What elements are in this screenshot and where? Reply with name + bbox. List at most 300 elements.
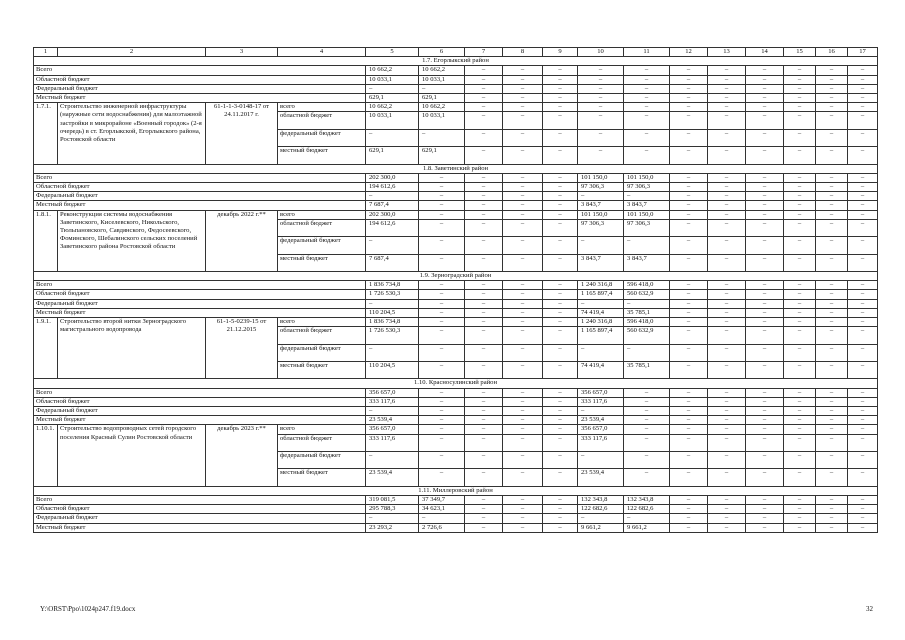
cell-col-11: 596 418,0 — [624, 281, 670, 290]
cell-col-15: – — [784, 94, 816, 103]
cell-col-9: – — [543, 290, 578, 299]
cell-col-17: – — [848, 112, 878, 129]
cell-col-7: – — [465, 434, 503, 451]
cell-col-9: – — [543, 514, 578, 523]
cell-col-11: 560 632,9 — [624, 290, 670, 299]
cell-col-11: – — [624, 434, 670, 451]
cell-col-16: – — [816, 388, 848, 397]
cell-col-17: – — [848, 434, 878, 451]
header-cell: 12 — [670, 48, 708, 57]
cell-col-17: – — [848, 103, 878, 112]
cell-col-10: – — [578, 344, 624, 361]
cell-col-11: 101 150,0 — [624, 210, 670, 219]
cell-col-14: – — [746, 281, 784, 290]
item-number: 1.8.1. — [34, 210, 58, 271]
cell-col-9: – — [543, 94, 578, 103]
cell-col-16: – — [816, 237, 848, 254]
cell-col-13: – — [708, 237, 746, 254]
cell-col-7: – — [465, 75, 503, 84]
cell-col-7: – — [465, 103, 503, 112]
cell-col-10: 101 150,0 — [578, 210, 624, 219]
total-row — [34, 514, 878, 523]
cell-col-5: 23 539,4 — [366, 416, 419, 425]
cell-col-9: – — [543, 361, 578, 378]
cell-col-11: 97 306,3 — [624, 219, 670, 236]
cell-col-9: – — [543, 425, 578, 434]
cell-col-7: – — [465, 416, 503, 425]
cell-col-7: – — [465, 406, 503, 415]
cell-col-9: – — [543, 192, 578, 201]
cell-col-5: – — [366, 192, 419, 201]
cell-col-12: – — [670, 66, 708, 75]
cell-col-15: – — [784, 210, 816, 219]
cell-col-10: – — [578, 84, 624, 93]
cell-col-9: – — [543, 219, 578, 236]
cell-col-7: – — [465, 183, 503, 192]
cell-col-14: – — [746, 406, 784, 415]
item-code: 61-1-5-0239-15 от 21.12.2015 — [206, 318, 278, 379]
cell-col-7: – — [465, 318, 503, 327]
cell-col-13: – — [708, 425, 746, 434]
cell-col-9: – — [543, 112, 578, 129]
cell-col-8: – — [503, 173, 543, 182]
cell-col-8: – — [503, 327, 543, 344]
cell-col-6: – — [419, 344, 465, 361]
cell-col-17: – — [848, 416, 878, 425]
cell-col-6: – — [419, 129, 465, 146]
item-funding-label: всего — [278, 425, 366, 434]
cell-col-8: – — [503, 192, 543, 201]
total-label: Федеральный бюджет — [34, 299, 366, 308]
cell-col-15: – — [784, 425, 816, 434]
cell-col-17: – — [848, 327, 878, 344]
cell-col-17: – — [848, 344, 878, 361]
cell-col-13: – — [708, 94, 746, 103]
cell-col-9: – — [543, 281, 578, 290]
cell-col-13: – — [708, 469, 746, 486]
cell-col-10: 101 150,0 — [578, 173, 624, 182]
section-title: 1.9. Зерноградский район — [34, 271, 878, 280]
cell-col-5: 202 300,0 — [366, 173, 419, 182]
cell-col-6: – — [419, 201, 465, 210]
total-row — [34, 201, 878, 210]
total-label: Федеральный бюджет — [34, 84, 366, 93]
total-label: Всего — [34, 173, 366, 182]
cell-col-10: 74 419,4 — [578, 308, 624, 317]
section-title: 1.10. Красносулинский район — [34, 379, 878, 388]
cell-col-8: – — [503, 361, 543, 378]
cell-col-5: 194 612,6 — [366, 219, 419, 236]
cell-col-14: – — [746, 254, 784, 271]
cell-col-11: 560 632,9 — [624, 327, 670, 344]
item-row — [34, 318, 878, 327]
cell-col-17: – — [848, 147, 878, 164]
cell-col-10: 9 661,2 — [578, 523, 624, 532]
cell-col-15: – — [784, 469, 816, 486]
total-label: Всего — [34, 388, 366, 397]
cell-col-17: – — [848, 219, 878, 236]
cell-col-8: – — [503, 66, 543, 75]
cell-col-11: – — [624, 66, 670, 75]
total-row — [34, 495, 878, 504]
total-row — [34, 281, 878, 290]
cell-col-8: – — [503, 219, 543, 236]
cell-col-14: – — [746, 192, 784, 201]
cell-col-6: – — [419, 318, 465, 327]
cell-col-16: – — [816, 129, 848, 146]
cell-col-12: – — [670, 308, 708, 317]
cell-col-6: – — [419, 192, 465, 201]
cell-col-12: – — [670, 388, 708, 397]
cell-col-5: 23 293,2 — [366, 523, 419, 532]
cell-col-11: – — [624, 397, 670, 406]
cell-col-7: – — [465, 523, 503, 532]
cell-col-16: – — [816, 406, 848, 415]
cell-col-5: – — [366, 237, 419, 254]
cell-col-8: – — [503, 344, 543, 361]
cell-col-8: – — [503, 397, 543, 406]
cell-col-14: – — [746, 361, 784, 378]
cell-col-7: – — [465, 84, 503, 93]
cell-col-12: – — [670, 523, 708, 532]
cell-col-16: – — [816, 192, 848, 201]
cell-col-17: – — [848, 94, 878, 103]
cell-col-12: – — [670, 237, 708, 254]
cell-col-16: – — [816, 66, 848, 75]
cell-col-6: 629,1 — [419, 94, 465, 103]
cell-col-13: – — [708, 254, 746, 271]
total-label: Федеральный бюджет — [34, 192, 366, 201]
cell-col-15: – — [784, 237, 816, 254]
cell-col-15: – — [784, 451, 816, 468]
item-code: 61-1-1-3-0148-17 от 24.11.2017 г. — [206, 103, 278, 164]
cell-col-15: – — [784, 281, 816, 290]
cell-col-17: – — [848, 75, 878, 84]
cell-col-15: – — [784, 147, 816, 164]
cell-col-10: 1 240 316,8 — [578, 318, 624, 327]
cell-col-5: 629,1 — [366, 94, 419, 103]
cell-col-12: – — [670, 201, 708, 210]
cell-col-15: – — [784, 344, 816, 361]
cell-col-12: – — [670, 147, 708, 164]
cell-col-17: – — [848, 201, 878, 210]
cell-col-14: – — [746, 388, 784, 397]
cell-col-16: – — [816, 201, 848, 210]
total-label: Всего — [34, 281, 366, 290]
section-title-row — [34, 57, 878, 66]
cell-col-6: – — [419, 219, 465, 236]
budget-table — [33, 47, 878, 533]
cell-col-11: 3 843,7 — [624, 201, 670, 210]
cell-col-6: – — [419, 290, 465, 299]
cell-col-10: 122 682,6 — [578, 505, 624, 514]
total-label: Местный бюджет — [34, 416, 366, 425]
cell-col-12: – — [670, 129, 708, 146]
cell-col-13: – — [708, 406, 746, 415]
cell-col-14: – — [746, 112, 784, 129]
cell-col-6: – — [419, 254, 465, 271]
cell-col-13: – — [708, 416, 746, 425]
cell-col-7: – — [465, 281, 503, 290]
header-cell: 16 — [816, 48, 848, 57]
cell-col-9: – — [543, 495, 578, 504]
cell-col-12: – — [670, 344, 708, 361]
cell-col-7: – — [465, 495, 503, 504]
cell-col-8: – — [503, 112, 543, 129]
cell-col-12: – — [670, 103, 708, 112]
cell-col-5: 295 788,3 — [366, 505, 419, 514]
cell-col-17: – — [848, 66, 878, 75]
cell-col-5: 629,1 — [366, 147, 419, 164]
cell-col-10: 333 117,6 — [578, 397, 624, 406]
cell-col-6: 34 623,1 — [419, 505, 465, 514]
cell-col-13: – — [708, 299, 746, 308]
cell-col-16: – — [816, 327, 848, 344]
cell-col-11: 132 343,8 — [624, 495, 670, 504]
cell-col-16: – — [816, 290, 848, 299]
cell-col-13: – — [708, 434, 746, 451]
cell-col-6: – — [419, 281, 465, 290]
cell-col-16: – — [816, 147, 848, 164]
cell-col-8: – — [503, 318, 543, 327]
cell-col-15: – — [784, 173, 816, 182]
cell-col-9: – — [543, 416, 578, 425]
cell-col-11: – — [624, 416, 670, 425]
cell-col-13: – — [708, 103, 746, 112]
cell-col-12: – — [670, 406, 708, 415]
cell-col-5: – — [366, 451, 419, 468]
cell-col-15: – — [784, 201, 816, 210]
cell-col-11: 35 785,1 — [624, 361, 670, 378]
cell-col-5: – — [366, 299, 419, 308]
cell-col-10: 356 657,0 — [578, 425, 624, 434]
total-label: Областной бюджет — [34, 75, 366, 84]
cell-col-12: – — [670, 183, 708, 192]
section-title: 1.11. Миллеровский район — [34, 486, 878, 495]
cell-col-12: – — [670, 469, 708, 486]
item-name: Строительство второй нитки Зерноградского магистрального водопровода — [58, 318, 206, 379]
item-funding-label: федеральный бюджет — [278, 344, 366, 361]
cell-col-9: – — [543, 66, 578, 75]
cell-col-11: 596 418,0 — [624, 318, 670, 327]
cell-col-7: – — [465, 327, 503, 344]
cell-col-6: 10 033,1 — [419, 112, 465, 129]
cell-col-16: – — [816, 495, 848, 504]
cell-col-10: 333 117,6 — [578, 434, 624, 451]
header-cell: 11 — [624, 48, 670, 57]
cell-col-14: – — [746, 210, 784, 219]
cell-col-6: – — [419, 299, 465, 308]
cell-col-17: – — [848, 425, 878, 434]
cell-col-15: – — [784, 183, 816, 192]
cell-col-16: – — [816, 112, 848, 129]
cell-col-10: 1 165 897,4 — [578, 290, 624, 299]
cell-col-9: – — [543, 75, 578, 84]
cell-col-7: – — [465, 388, 503, 397]
cell-col-5: 333 117,6 — [366, 397, 419, 406]
budget-table-sheet — [33, 47, 877, 533]
cell-col-13: – — [708, 84, 746, 93]
cell-col-11: 9 661,2 — [624, 523, 670, 532]
cell-col-5: – — [366, 406, 419, 415]
cell-col-11: – — [624, 129, 670, 146]
cell-col-16: – — [816, 183, 848, 192]
cell-col-17: – — [848, 192, 878, 201]
cell-col-13: – — [708, 495, 746, 504]
cell-col-7: – — [465, 201, 503, 210]
cell-col-16: – — [816, 514, 848, 523]
cell-col-8: – — [503, 183, 543, 192]
cell-col-8: – — [503, 254, 543, 271]
cell-col-8: – — [503, 434, 543, 451]
cell-col-7: – — [465, 66, 503, 75]
cell-col-8: – — [503, 75, 543, 84]
cell-col-12: – — [670, 299, 708, 308]
cell-col-7: – — [465, 299, 503, 308]
cell-col-9: – — [543, 237, 578, 254]
cell-col-10: 3 843,7 — [578, 254, 624, 271]
cell-col-15: – — [784, 514, 816, 523]
cell-col-17: – — [848, 183, 878, 192]
cell-col-8: – — [503, 147, 543, 164]
item-funding-label: местный бюджет — [278, 254, 366, 271]
total-row — [34, 94, 878, 103]
cell-col-5: 1 726 530,3 — [366, 290, 419, 299]
cell-col-9: – — [543, 84, 578, 93]
cell-col-13: – — [708, 523, 746, 532]
cell-col-10: 356 657,0 — [578, 388, 624, 397]
cell-col-12: – — [670, 416, 708, 425]
cell-col-8: – — [503, 469, 543, 486]
cell-col-13: – — [708, 505, 746, 514]
cell-col-10: 23 539,4 — [578, 416, 624, 425]
item-funding-label: местный бюджет — [278, 469, 366, 486]
cell-col-14: – — [746, 318, 784, 327]
cell-col-13: – — [708, 344, 746, 361]
cell-col-14: – — [746, 75, 784, 84]
header-cell: 4 — [278, 48, 366, 57]
cell-col-13: – — [708, 210, 746, 219]
cell-col-14: – — [746, 344, 784, 361]
total-row — [34, 397, 878, 406]
cell-col-7: – — [465, 147, 503, 164]
cell-col-5: 1 726 530,3 — [366, 327, 419, 344]
cell-col-8: – — [503, 406, 543, 415]
cell-col-14: – — [746, 147, 784, 164]
cell-col-5: 7 687,4 — [366, 254, 419, 271]
cell-col-6: 10 662,2 — [419, 103, 465, 112]
cell-col-10: 97 306,3 — [578, 219, 624, 236]
cell-col-11: 3 843,7 — [624, 254, 670, 271]
cell-col-10: – — [578, 147, 624, 164]
cell-col-5: 110 204,5 — [366, 361, 419, 378]
cell-col-10: – — [578, 299, 624, 308]
cell-col-7: – — [465, 237, 503, 254]
cell-col-7: – — [465, 469, 503, 486]
cell-col-11: 122 682,6 — [624, 505, 670, 514]
cell-col-12: – — [670, 192, 708, 201]
cell-col-15: – — [784, 299, 816, 308]
cell-col-16: – — [816, 523, 848, 532]
cell-col-14: – — [746, 514, 784, 523]
cell-col-10: 74 419,4 — [578, 361, 624, 378]
cell-col-10: – — [578, 451, 624, 468]
item-funding-label: областной бюджет — [278, 434, 366, 451]
cell-col-5: 10 662,2 — [366, 66, 419, 75]
cell-col-11: – — [624, 237, 670, 254]
cell-col-16: – — [816, 451, 848, 468]
cell-col-16: – — [816, 361, 848, 378]
cell-col-12: – — [670, 397, 708, 406]
cell-col-13: – — [708, 361, 746, 378]
cell-col-9: – — [543, 129, 578, 146]
cell-col-15: – — [784, 361, 816, 378]
cell-col-7: – — [465, 397, 503, 406]
cell-col-6: – — [419, 416, 465, 425]
cell-col-5: 356 657,0 — [366, 425, 419, 434]
total-row — [34, 505, 878, 514]
total-label: Всего — [34, 66, 366, 75]
cell-col-11: – — [624, 192, 670, 201]
cell-col-9: – — [543, 344, 578, 361]
cell-col-10: – — [578, 514, 624, 523]
cell-col-17: – — [848, 406, 878, 415]
cell-col-6: – — [419, 434, 465, 451]
cell-col-8: – — [503, 129, 543, 146]
total-label: Областной бюджет — [34, 183, 366, 192]
total-row — [34, 192, 878, 201]
cell-col-14: – — [746, 183, 784, 192]
header-cell: 3 — [206, 48, 278, 57]
cell-col-5: 194 612,6 — [366, 183, 419, 192]
cell-col-14: – — [746, 201, 784, 210]
total-row — [34, 75, 878, 84]
cell-col-15: – — [784, 75, 816, 84]
cell-col-12: – — [670, 434, 708, 451]
cell-col-17: – — [848, 361, 878, 378]
cell-col-9: – — [543, 254, 578, 271]
cell-col-9: – — [543, 183, 578, 192]
total-row — [34, 388, 878, 397]
cell-col-13: – — [708, 75, 746, 84]
cell-col-17: – — [848, 451, 878, 468]
cell-col-10: 132 343,8 — [578, 495, 624, 504]
total-label: Местный бюджет — [34, 523, 366, 532]
cell-col-13: – — [708, 327, 746, 344]
section-title-row — [34, 271, 878, 280]
total-label: Федеральный бюджет — [34, 406, 366, 415]
item-funding-label: областной бюджет — [278, 327, 366, 344]
item-funding-label: всего — [278, 103, 366, 112]
header-cell: 15 — [784, 48, 816, 57]
cell-col-13: – — [708, 308, 746, 317]
cell-col-6: – — [419, 361, 465, 378]
cell-col-6: 2 726,6 — [419, 523, 465, 532]
cell-col-14: – — [746, 495, 784, 504]
total-label: Местный бюджет — [34, 201, 366, 210]
cell-col-13: – — [708, 183, 746, 192]
cell-col-11: – — [624, 299, 670, 308]
total-row — [34, 416, 878, 425]
item-row — [34, 210, 878, 219]
cell-col-17: – — [848, 84, 878, 93]
item-code: декабрь 2022 г.** — [206, 210, 278, 271]
cell-col-6: – — [419, 406, 465, 415]
cell-col-16: – — [816, 84, 848, 93]
cell-col-9: – — [543, 201, 578, 210]
cell-col-11: – — [624, 103, 670, 112]
cell-col-6: 629,1 — [419, 147, 465, 164]
